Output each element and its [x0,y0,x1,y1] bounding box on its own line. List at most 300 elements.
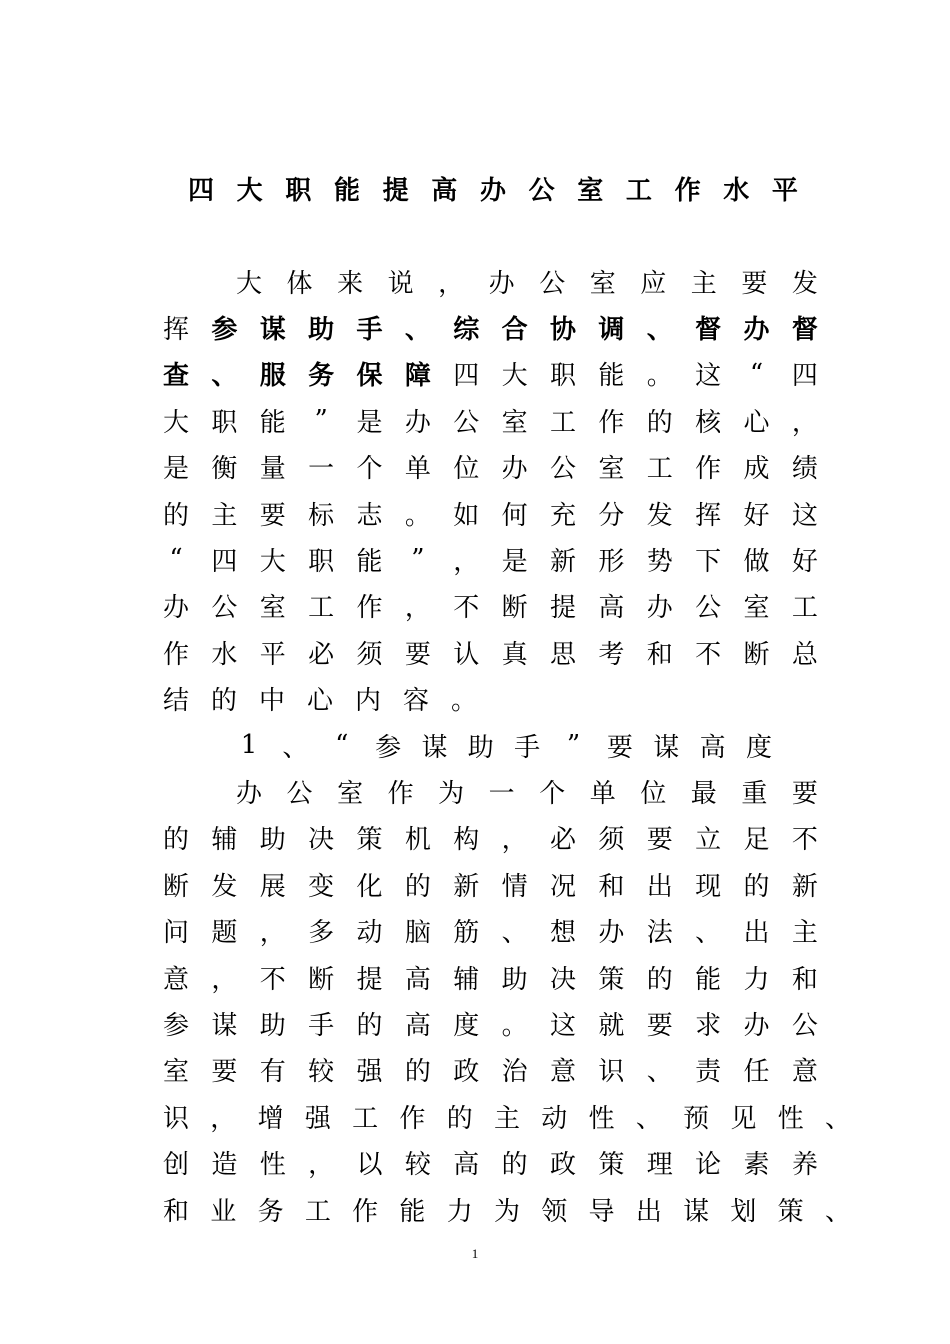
text-char: 策 [598,1150,625,1181]
heading-char: 度 [745,732,772,763]
text-char: 问 [163,918,190,949]
text-char: 主 [791,918,818,949]
text-char: 法 [646,918,673,949]
text-char: 的 [446,1103,473,1134]
text-char: 见 [730,1103,757,1134]
text-char: 化 [356,871,383,902]
text-char: 高 [404,964,431,995]
text-char: ， [259,918,286,949]
heading-char: 高 [699,732,726,763]
text-char: 公 [286,778,313,809]
text-char: 新 [550,546,577,577]
text-char: 发 [211,871,238,902]
text-char: 不 [453,593,480,624]
text-char: 职 [211,407,238,438]
text-char: 、 [824,1103,851,1134]
text-char: 公 [550,454,577,485]
text-char: 意 [163,964,190,995]
text-char: 发 [791,268,818,299]
text-char: 主 [211,500,238,531]
text-char: 大 [501,361,528,392]
text-char: 大 [163,407,190,438]
text-char: 要 [211,1057,238,1088]
text-char: 室 [589,268,616,299]
text-char: 下 [695,546,722,577]
text-char: 办 [501,454,528,485]
text-char: 工 [791,593,818,624]
text-char: 衡 [211,454,238,485]
text-char: 较 [404,1150,431,1181]
paragraph1-line [163,354,818,394]
text-char: 的 [743,871,770,902]
text-char: 、 [695,918,722,949]
text-char: 养 [791,1150,818,1181]
text-char: 为 [493,1196,520,1227]
text-char: 决 [308,825,335,856]
text-char: 作 [399,1103,426,1134]
bold-char: 查 [163,361,190,392]
title-char: 室 [577,175,604,206]
text-char: 断 [308,964,335,995]
text-char: 室 [259,593,286,624]
text-char: 应 [640,268,667,299]
text-char: 结 [163,686,190,717]
text-char: 要 [259,500,286,531]
text-char: 要 [404,639,431,670]
paragraph2-line [163,1050,818,1090]
text-char: 的 [404,871,431,902]
heading-char: 、 [282,732,309,763]
bold-char: 保 [356,361,383,392]
text-char: 平 [259,639,286,670]
title-char: 高 [431,175,458,206]
paragraph1-line [163,493,818,533]
text-char: 任 [743,1057,770,1088]
text-char: 公 [453,407,480,438]
paragraph2-line [163,1143,818,1183]
heading-char: “ [335,730,349,760]
text-char: 筋 [453,918,480,949]
text-char: 力 [743,964,770,995]
text-char: 性 [588,1103,615,1134]
text-char: 办 [163,593,190,624]
text-char: 就 [598,1010,625,1041]
title-char: 能 [333,175,360,206]
text-char: 要 [646,825,673,856]
text-char: 助 [501,964,528,995]
text-char: 。 [404,500,431,531]
text-char: 认 [453,639,480,670]
text-char: 是 [501,546,528,577]
text-char: 断 [501,593,528,624]
text-char: 公 [695,593,722,624]
text-char: 位 [453,454,480,485]
text-char: 这 [695,361,722,392]
bold-char: 督 [695,314,722,345]
text-char: 标 [308,500,335,531]
text-char: 办 [743,1010,770,1041]
text-char: 考 [598,639,625,670]
text-char: 变 [308,871,335,902]
text-char: 主 [493,1103,520,1134]
bold-char: 办 [743,314,770,345]
paragraph1-line [163,447,818,487]
text-char: 较 [308,1057,335,1088]
text-char: 思 [550,639,577,670]
text-char: 挥 [695,500,722,531]
text-char: 工 [308,593,335,624]
text-char: 。 [501,1010,528,1041]
text-char: 政 [453,1057,480,1088]
text-char: 的 [646,964,673,995]
text-char: 作 [163,639,190,670]
paragraph2-line [163,1096,851,1136]
text-char: 谋 [683,1196,710,1227]
text-char: 理 [646,1150,673,1181]
bold-char: 务 [308,361,335,392]
text-char: 情 [501,871,528,902]
text-char: 以 [356,1150,383,1181]
bold-char: 合 [501,314,528,345]
text-char: 造 [211,1150,238,1181]
text-char: 动 [541,1103,568,1134]
text-char: 治 [501,1057,528,1088]
text-char: 挥 [163,314,190,345]
text-char: 多 [308,918,335,949]
text-char: 一 [488,778,515,809]
text-char: 求 [695,1010,722,1041]
text-char: 核 [695,407,722,438]
text-char: 性 [777,1103,804,1134]
text-char: 辅 [453,964,480,995]
text-char: 不 [259,964,286,995]
text-char: 须 [598,825,625,856]
bold-char: 协 [550,314,577,345]
bold-char: 手 [356,314,383,345]
paragraph1-line [163,586,818,626]
text-char: ， [438,268,465,299]
text-char: 量 [259,454,286,485]
text-char: 如 [453,500,480,531]
text-char: 最 [690,778,717,809]
text-char: 有 [259,1057,286,1088]
bold-char: 、 [211,361,238,392]
paragraph1-line [163,307,818,347]
text-char: 位 [640,778,667,809]
text-char: 办 [598,918,625,949]
text-char: 心 [307,686,334,717]
text-char: 志 [356,500,383,531]
text-char: 强 [356,1057,383,1088]
paragraph2-line [163,864,818,904]
paragraph1-line [236,261,818,301]
bold-char: 、 [646,314,673,345]
document-title [188,170,798,206]
heading-char: 谋 [653,732,680,763]
text-char: ， [308,1150,335,1181]
title-char: 办 [479,175,506,206]
text-char: 为 [438,778,465,809]
text-char: 的 [501,1150,528,1181]
text-char: 机 [404,825,431,856]
text-char: 能 [695,964,722,995]
heading-char: 谋 [421,732,448,763]
bold-char: 、 [404,314,431,345]
text-char: 高 [453,1150,480,1181]
text-char: 个 [539,778,566,809]
text-char: 重 [741,778,768,809]
text-char: 充 [550,500,577,531]
text-char: 四 [791,361,818,392]
text-char: 创 [163,1150,190,1181]
text-char: 公 [539,268,566,299]
text-char: 的 [211,686,238,717]
text-char: 职 [550,361,577,392]
title-char: 水 [723,175,750,206]
text-char: 想 [550,918,577,949]
text-char: 素 [743,1150,770,1181]
text-char: 业 [210,1196,237,1227]
text-char: 作 [387,778,414,809]
text-char: 公 [791,1010,818,1041]
page-number: 1 [471,1246,479,1261]
text-char: 能 [356,546,383,577]
text-char: 预 [683,1103,710,1134]
text-char: 势 [646,546,673,577]
text-char: 意 [550,1057,577,1088]
text-char: ” [411,544,425,575]
text-char: 要 [741,268,768,299]
text-char: 策 [777,1196,804,1227]
text-char: 高 [404,1010,431,1041]
title-char: 平 [771,175,798,206]
text-char: 形 [598,546,625,577]
text-char: 工 [646,454,673,485]
text-char: 高 [598,593,625,624]
text-char: 心 [743,407,770,438]
text-char: 导 [588,1196,615,1227]
text-char: 。 [646,361,673,392]
text-char: 强 [304,1103,331,1134]
heading-char: 1 [240,730,258,760]
text-char: 出 [646,871,673,902]
title-char: 大 [236,175,263,206]
text-char: 策 [356,825,383,856]
text-char: 四 [211,546,238,577]
heading-char: 手 [514,732,541,763]
text-char: 动 [356,918,383,949]
text-char: 参 [163,1010,190,1041]
bold-char: 服 [259,361,286,392]
text-char: 断 [743,639,770,670]
text-char: 策 [598,964,625,995]
text-char: ” [314,405,328,436]
text-char: 的 [356,1010,383,1041]
text-char: ， [501,825,528,856]
text-char: 务 [257,1196,284,1227]
text-char: 和 [791,964,818,995]
text-char: ， [791,407,818,438]
bold-char: 障 [404,361,431,392]
text-char: 、 [501,918,528,949]
paragraph1-line [163,679,818,719]
text-char: 办 [404,407,431,438]
text-char: 作 [352,1196,379,1227]
text-char: 出 [635,1196,662,1227]
text-char: 室 [743,593,770,624]
text-char: 办 [236,778,263,809]
text-char: “ [169,544,183,575]
text-char: 何 [501,500,528,531]
text-char: 分 [598,500,625,531]
text-char: 谋 [211,1010,238,1041]
paragraph1-line [163,632,818,672]
text-char: 必 [550,825,577,856]
paragraph2-line [236,771,818,811]
paragraph2-line [163,1003,818,1043]
text-char: 助 [259,1010,286,1041]
text-char: 办 [646,593,673,624]
text-char: 主 [690,268,717,299]
text-char: 来 [337,268,364,299]
text-char: 必 [308,639,335,670]
text-char: 、 [635,1103,662,1134]
text-char: “ [749,358,764,389]
text-char: 责 [695,1057,722,1088]
text-char: ， [453,546,480,577]
paragraph2-line [163,818,818,858]
text-char: 好 [743,500,770,531]
text-char: 做 [743,546,770,577]
text-char: 工 [352,1103,379,1134]
bold-char: 督 [791,314,818,345]
text-char: 个 [356,454,383,485]
text-char: 力 [446,1196,473,1227]
text-char: 断 [163,871,190,902]
text-char: 政 [550,1150,577,1181]
text-char: 构 [453,825,480,856]
text-char: 中 [259,686,286,717]
text-char: 这 [550,1010,577,1041]
paragraph2-line [163,957,818,997]
text-char: 识 [598,1057,625,1088]
heading-char: 助 [467,732,494,763]
heading-char: 参 [375,732,402,763]
text-char: 脑 [404,918,431,949]
text-char: 识 [163,1103,190,1134]
text-char: 要 [646,1010,673,1041]
title-char: 提 [382,175,409,206]
bold-char: 调 [598,314,625,345]
text-char: 现 [695,871,722,902]
text-char: 性 [259,1150,286,1181]
text-char: 发 [646,500,673,531]
text-char: 作 [356,593,383,624]
text-char: 大 [236,268,263,299]
text-char: 的 [163,825,190,856]
text-char: 论 [695,1150,722,1181]
text-char: 四 [453,361,480,392]
paragraph2-line [163,911,818,951]
text-char: 和 [163,1196,190,1227]
text-char: 室 [501,407,528,438]
text-char: 水 [211,639,238,670]
text-char: 大 [259,546,286,577]
text-char: 提 [550,593,577,624]
text-char: 是 [356,407,383,438]
text-char: 职 [308,546,335,577]
paragraph1-line [163,539,818,579]
text-char: ， [211,964,238,995]
text-char: 绩 [791,454,818,485]
text-char: 真 [501,639,528,670]
text-char: 的 [404,1057,431,1088]
text-char: 须 [356,639,383,670]
bold-char: 参 [211,314,238,345]
text-char: 成 [743,454,770,485]
text-char: 新 [453,871,480,902]
text-char: 体 [286,268,313,299]
text-char: 容 [403,686,430,717]
title-char: 公 [528,175,555,206]
text-char: 和 [646,639,673,670]
text-char: 况 [550,871,577,902]
text-char: 和 [598,871,625,902]
text-char: 。 [451,686,478,717]
text-char: 不 [791,825,818,856]
text-char: 总 [791,639,818,670]
text-char: 提 [356,964,383,995]
text-char: 助 [259,825,286,856]
text-char: 决 [550,964,577,995]
title-char: 工 [625,175,652,206]
text-char: 内 [355,686,382,717]
text-char: 能 [399,1196,426,1227]
text-char: 作 [598,407,625,438]
text-char: ， [404,593,431,624]
text-char: 能 [259,407,286,438]
text-char: 说 [387,268,414,299]
text-char: 能 [598,361,625,392]
text-char: 室 [163,1057,190,1088]
text-char: 、 [646,1057,673,1088]
text-char: ， [210,1103,237,1134]
title-char: 作 [674,175,701,206]
text-char: 新 [791,871,818,902]
bold-char: 谋 [259,314,286,345]
paragraph2-line [163,1189,851,1229]
text-char: 意 [791,1057,818,1088]
heading-char: 要 [606,732,633,763]
text-char: 增 [257,1103,284,1134]
text-char: 足 [743,825,770,856]
text-char: 度 [453,1010,480,1041]
section-heading [236,725,772,765]
text-char: 、 [824,1196,851,1227]
bold-char: 综 [453,314,480,345]
text-char: 一 [308,454,335,485]
text-char: 公 [211,593,238,624]
bold-char: 助 [308,314,335,345]
text-char: 单 [589,778,616,809]
text-char: 展 [259,871,286,902]
text-char: 的 [646,407,673,438]
text-char: 办 [488,268,515,299]
text-char: 作 [695,454,722,485]
text-char: 划 [730,1196,757,1227]
text-char: 这 [791,500,818,531]
text-char: 领 [541,1196,568,1227]
